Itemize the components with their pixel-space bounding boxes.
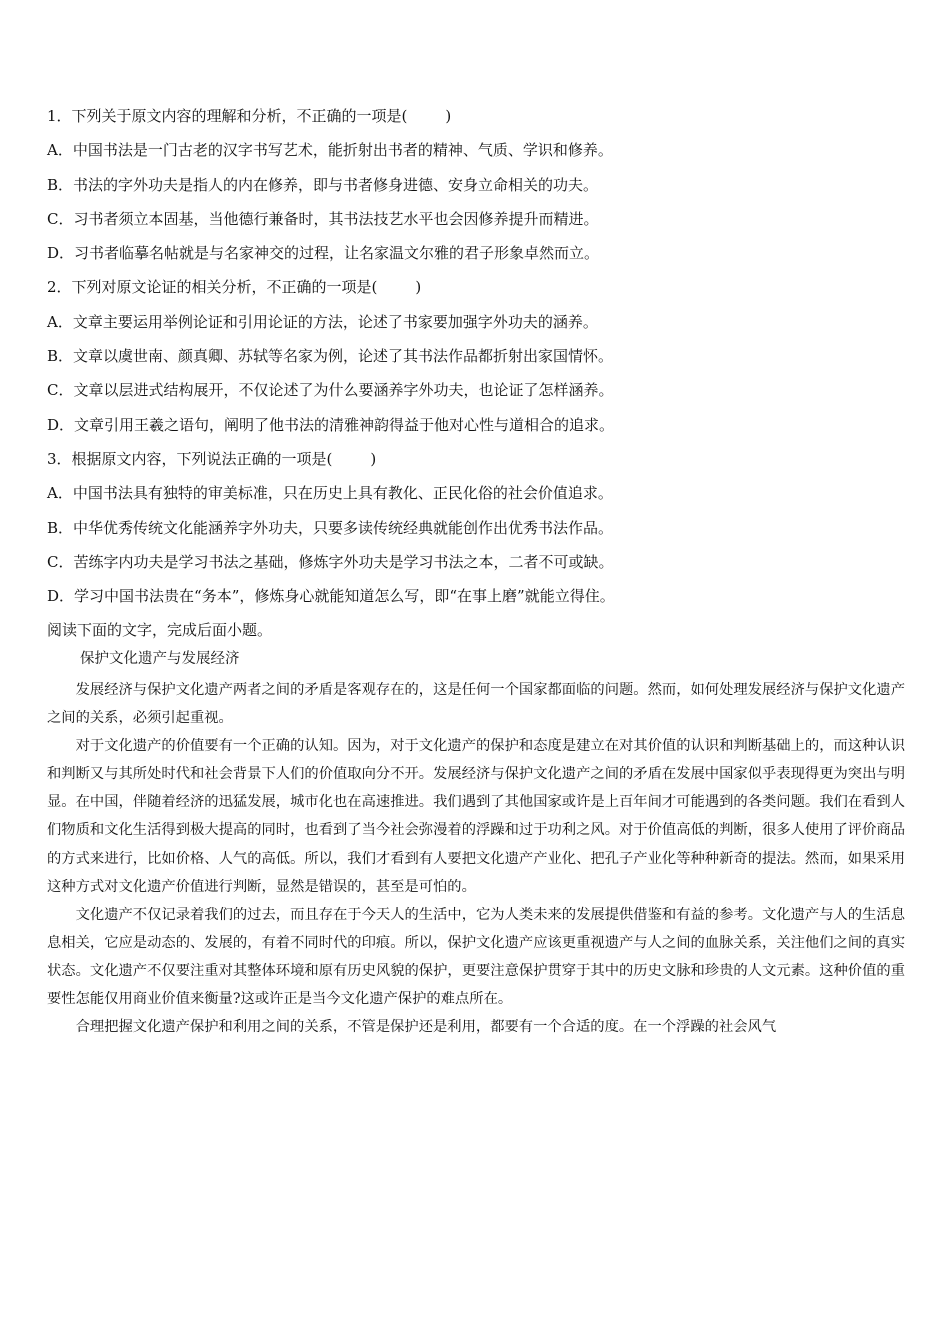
question-1-stem-text: 1．下列关于原文内容的理解和分析，不正确的一项是( [47, 107, 408, 125]
question-2-stem-text: 2．下列对原文论证的相关分析，不正确的一项是( [47, 278, 378, 297]
question-1-option-b: B．书法的字外功夫是指人的内在修养，即与书者修身进德、安身立命相关的功夫。 [47, 175, 599, 194]
question-1-option-d: D．习书者临摹名帖就是与名家神交的过程，让名家温文尔雅的君子形象卓然而立。 [47, 244, 600, 263]
question-section [47, 99, 907, 648]
article-body [47, 676, 905, 1041]
question-1-option-a: A．中国书法是一门古老的汉字书写艺术，能折射出书者的精神、气质、学识和修养。 [47, 141, 613, 160]
question-2-stem [47, 270, 907, 304]
question-1-stem-close: ) [445, 107, 452, 125]
question-2-option-c: C．文章以层进式结构展开，不仅论述了为什么要涵养字外功夫，也论证了怎样涵养。 [47, 381, 614, 400]
question-2-stem-close: ) [415, 278, 422, 297]
article-title: 保护文化遗产与发展经济 [80, 651, 240, 667]
question-3-option-d: D．学习中国书法贵在“务本”，修炼身心就能知道怎么写，即“在事上磨”就能立得住。 [47, 587, 615, 606]
question-3-stem-text: 3．根据原文内容，下列说法正确的一项是( [47, 449, 333, 468]
article-paragraph-2: 对于文化遗产的价值要有一个正确的认知。因为，对于文化遗产的保护和态度是建立在对其价值的认识和判断基础上的，而这种认识和判断又与其所处时代和社会背景下人们的价值取向分不开。发展经济与保护文化遗产之间的矛盾在发展中国家似乎表现得更为突出与明显。在中国，伴随着经济的迅猛发展，城市化也在高速推进。我们遇到了其他国家或许是上百年间才可能遇到的各类问题。我们在看到人们物质和文化生活得到极大提高的同时，也看到了当今社会弥漫着的浮躁和过于功利之风。对于价值高低的判断，很多人使用了评价商品的方式来进行，比如价格、人气的高低。所以，我们才看到有人要把文化遗产产业化、把孔子产业化等种种新奇的提法。然而，如果采用这种方式对文化遗产价值进行判断，显然是错误的，甚至是可怕的。 [47, 738, 905, 895]
question-2-option-b: B．文章以虞世南、颜真卿、苏轼等名家为例，论述了其书法作品都折射出家国情怀。 [47, 347, 614, 366]
question-3-stem-close: ) [370, 449, 377, 468]
question-1-stem [47, 99, 907, 133]
article-paragraph-3: 文化遗产不仅记录着我们的过去，而且存在于今天人的生活中，它为人类未来的发展提供借鉴和有益的参考。文化遗产与人的生活息息相关，它应是动态的、发展的，有着不同时代的印痕。所以，保护文化遗产应该更重视遗产与人之间的血脉关系，关注他们之间的真实状态。文化遗产不仅要注重对其整体环境和原有历史风貌的保护，更要注意保护贯穿于其中的历史文脉和珍贵的人文元素。这种价值的重要性怎能仅用商业价值来衡量?这或许正是当今文化遗产保护的难点所在。 [47, 906, 905, 1008]
question-2-option-d: D．文章引用王羲之语句，阐明了他书法的清雅神韵得益于他对心性与道相合的追求。 [47, 415, 615, 434]
question-2-option-a: A．文章主要运用举例论证和引用论证的方法，论述了书家要加强字外功夫的涵养。 [47, 312, 598, 331]
question-3-option-a: A．中国书法具有独特的审美标准，只在历史上具有教化、正民化俗的社会价值追求。 [47, 484, 613, 503]
question-3-option-c: C．苦练字内功夫是学习书法之基础，修炼字外功夫是学习书法之本，二者不可或缺。 [47, 552, 614, 571]
reading-instruction: 阅读下面的文字，完成后面小题。 [47, 621, 273, 640]
article-paragraph-1: 发展经济与保护文化遗产两者之间的矛盾是客观存在的，这是任何一个国家都面临的问题。然而，如何处理发展经济与保护文化遗产之间的关系，必须引起重视。 [47, 682, 905, 727]
question-1-option-c: C．习书者须立本固基，当他德行兼备时，其书法技艺水平也会因修养提升而精进。 [47, 209, 599, 228]
question-3-stem [47, 442, 907, 476]
article-paragraph-4: 合理把握文化遗产保护和利用之间的关系，不管是保护还是利用，都要有一个合适的度。在一个浮躁的社会风气 [75, 1019, 777, 1036]
question-3-option-b: B．中华优秀传统文化能涵养字外功夫，只要多读传统经典就能创作出优秀书法作品。 [47, 518, 614, 537]
